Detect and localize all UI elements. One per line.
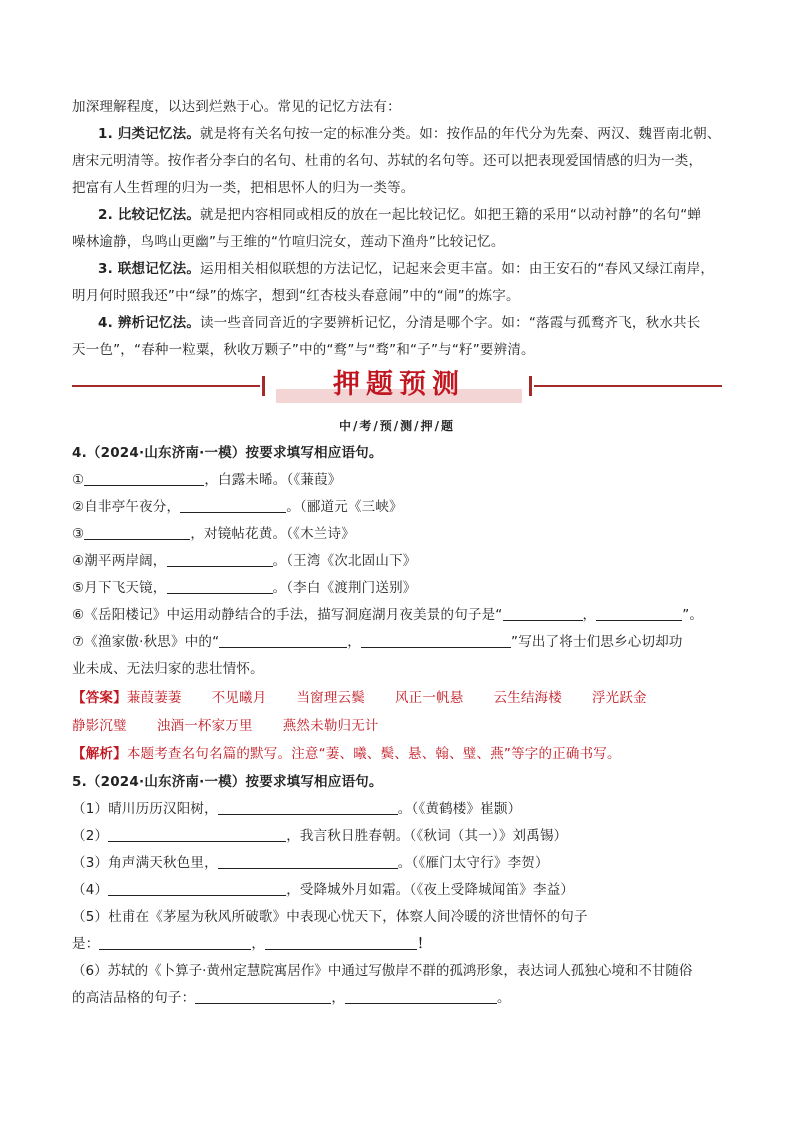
method-2-title: 2. 比较记忆法。: [98, 207, 201, 223]
q5-item-1: [72, 799, 722, 819]
banner-tick-left: [262, 376, 265, 396]
q4-item-3: [72, 524, 722, 544]
q5-blank-1[interactable]: [218, 800, 398, 815]
q4-blank-4[interactable]: [167, 552, 273, 567]
q4-item-1: [72, 470, 722, 490]
q5-blank-4[interactable]: [108, 881, 286, 896]
banner-subtitle: 中/考/预/测/押/题: [339, 419, 455, 433]
q5-item-6-end: 。: [497, 990, 511, 1006]
q5-item-4: [72, 880, 722, 900]
q4-blank-2[interactable]: [180, 498, 286, 513]
method-4-line2: 天一色”，“春种一粒粟，秋收万颗子”中的“鹜”与“骛”和“子”与“籽”要辨清。: [72, 342, 535, 358]
q4-item-7-after: ”写出了将士们思乡心切却功: [511, 634, 683, 650]
q5-blank-6b[interactable]: [345, 989, 497, 1004]
q4-item-4: [72, 551, 722, 571]
q4-analysis: [72, 744, 722, 764]
answer-label: 【答案】: [72, 690, 127, 706]
q4-blank-3[interactable]: [84, 525, 190, 540]
banner-tick-right: [529, 376, 532, 396]
q4-item-2-source: 。（郦道元《三峡》: [286, 499, 403, 515]
q5-item-1-source: 。（《黄鹤楼》崔颢）: [397, 801, 522, 817]
q4-item-7-line2: 业未成、无法归家的悲壮情怀。: [72, 661, 264, 677]
section-banner: [72, 367, 722, 407]
q5-item-5-sep: ，: [251, 936, 266, 952]
answer-item: 浊酒一杯家万里: [156, 718, 253, 734]
q5-blank-3[interactable]: [218, 854, 398, 869]
answer-item: 云生结海楼: [493, 690, 562, 706]
q4-item-3-text: ，对镜帖花黄。（《木兰诗》: [190, 526, 355, 542]
q4-blank-1[interactable]: [84, 471, 204, 486]
q4-item-5: [72, 578, 722, 598]
q5-item-4-text: ，受降城外月如霜。（《夜上受降城闻笛》李益）: [286, 882, 575, 898]
q5-item-6-line2: [72, 988, 722, 1008]
q4-answer-row-2: [72, 716, 722, 736]
q4-item-6-end: ”。: [682, 607, 704, 623]
method-2-text: 就是把内容相同或相反的放在一起比较记忆。如把王籍的采用“以动衬静”的名句“蝉: [200, 207, 702, 223]
q5-item-3: [72, 853, 722, 873]
q4-item-1-text: ，白露未晞。（《蒹葭》: [204, 472, 342, 488]
method-1-title: 1. 归类记忆法。: [98, 126, 201, 142]
q4-item-4-source: 。（王湾《次北固山下》: [272, 553, 417, 569]
q5-item-6: （6）苏轼的《卜算子·黄州定慧院寓居作》中通过写傲岸不群的孤鸿形象，表达词人孤独心境和不甘随俗: [72, 963, 693, 979]
q4-item-1-num: ①: [72, 472, 85, 488]
method-2: [98, 205, 722, 225]
answer-item: 风正一帆悬: [394, 690, 464, 706]
answer-item: 当窗理云鬓: [296, 690, 365, 706]
q4-item-4-text: ④潮平两岸阔，: [72, 553, 167, 569]
q5-item-5-line2: [72, 934, 722, 954]
banner-rule-left: [72, 385, 260, 387]
method-3: [98, 259, 722, 279]
q4-item-6-text: ⑥《岳阳楼记》中运用动静结合的手法，描写洞庭湖月夜美景的句子是“: [72, 607, 503, 623]
banner-title-box: [276, 369, 522, 403]
q5-item-3-source: 。（《雁门太守行》李贺）: [397, 855, 549, 871]
analysis-text: 本题考查名句名篇的默写。注意“萋、曦、鬓、悬、翰、璧、燕”等字的正确书写。: [126, 746, 621, 762]
method-2-line2: 噪林逾静，鸟鸣山更幽”与王维的“竹喧归浣女，莲动下渔舟”比较记忆。: [72, 234, 505, 250]
q4-blank-6a[interactable]: [503, 606, 583, 621]
q5-item-5-end: ！: [417, 936, 431, 952]
q5-item-2-num: （2）: [72, 828, 109, 844]
q5-stem: 5.（2024·山东济南·一模）按要求填写相应语句。: [72, 774, 383, 790]
method-1-text: 就是将有关名句按一定的标准分类。如：按作品的年代分为先秦、两汉、魏晋南北朝、: [200, 126, 721, 142]
q5-item-4-num: （4）: [72, 882, 109, 898]
q5-item-2-text: ，我言秋日胜春朝。（《秋词（其一）》刘禹锡）: [286, 828, 568, 844]
q4-blank-7a[interactable]: [219, 633, 347, 648]
q4-item-2: [72, 497, 722, 517]
q4-item-5-source: 。（李白《渡荆门送别》: [272, 580, 417, 596]
q4-item-2-text: ②自非亭午夜分，: [72, 499, 181, 515]
q4-stem: 4.（2024·山东济南·一模）按要求填写相应语句。: [72, 445, 383, 461]
answer-item: 蒹葭萋萋: [126, 690, 182, 706]
q5-item-6-label: 的高洁品格的句子：: [72, 990, 196, 1006]
q5-item-3-text: （3）角声满天秋色里，: [72, 855, 218, 871]
method-4: [98, 313, 722, 333]
q4-blank-7b[interactable]: [361, 633, 511, 648]
method-4-title: 4. 辨析记忆法。: [98, 315, 201, 331]
answer-item: 静影沉璧: [72, 718, 127, 734]
q5-item-2: [72, 826, 722, 846]
q5-item-5-label: 是：: [72, 936, 100, 952]
q4-answer-row-1: [72, 688, 722, 708]
q5-blank-6a[interactable]: [195, 989, 331, 1004]
banner-title: 押题预测: [333, 369, 465, 400]
q4-item-5-text: ⑤月下飞天镜，: [72, 580, 167, 596]
q5-item-1-text: （1）晴川历历汉阳树，: [72, 801, 218, 817]
q4-item-6: ⑥《岳阳楼记》中运用动静结合的手法，描写洞庭湖月夜美景的句子是“ ， ”。: [72, 607, 704, 623]
q4-item-7-sep: ，: [347, 634, 361, 650]
method-1-line2: 唐宋元明清等。按作者分李白的名句、杜甫的名句、苏轼的名句等。还可以把表现爱国情感的归为一类，: [72, 153, 703, 169]
method-1: [98, 124, 722, 144]
q4-blank-6b[interactable]: [596, 606, 682, 621]
answer-item: 浮光跃金: [591, 690, 647, 706]
method-1-line3: 把富有人生哲理的归为一类，把相思怀人的归为一类等。: [72, 180, 415, 196]
q5-blank-5a[interactable]: [99, 935, 251, 950]
method-3-text: 运用相关相似联想的方法记忆，记起来会更丰富。如：由王安石的“春风又绿江南岸，: [200, 261, 715, 277]
method-3-title: 3. 联想记忆法。: [98, 261, 201, 277]
intro-lead: 加深理解程度，以达到烂熟于心。常见的记忆方法有：: [72, 99, 401, 115]
answer-item: 不见曦月: [211, 690, 267, 706]
answer-item: 燕然未勒归无计: [282, 718, 379, 734]
method-3-line2: 明月何时照我还”中“绿”的炼字，想到“红杏枝头春意闹”中的“闹”的炼字。: [72, 288, 520, 304]
q4-item-3-num: ③: [72, 526, 85, 542]
q5-blank-5b[interactable]: [265, 935, 417, 950]
q5-blank-2[interactable]: [108, 827, 286, 842]
q5-item-5: （5）杜甫在《茅屋为秋风所破歌》中表现心忧天下，体察人间冷暖的济世情怀的句子: [72, 909, 588, 925]
method-4-text: 读一些音同音近的字要辨析记忆，分清是哪个字。如：“落霞与孤鹜齐飞，秋水共长: [200, 315, 701, 331]
q4-item-7: [72, 632, 722, 652]
q4-item-7-text: ⑦《渔家傲·秋思》中的“: [72, 634, 220, 650]
q4-blank-5[interactable]: [167, 579, 273, 594]
q5-item-6-sep: ，: [331, 990, 346, 1006]
banner-rule-right: [534, 385, 722, 387]
analysis-label: 【解析】: [72, 746, 127, 762]
